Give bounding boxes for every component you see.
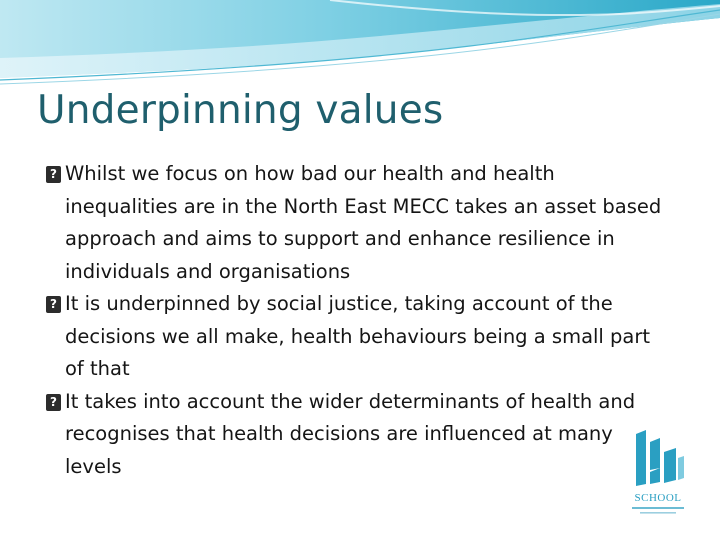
bullet-glyph-icon <box>46 394 61 411</box>
bullet-glyph-icon <box>46 166 61 183</box>
school-logo-mark-icon <box>630 428 686 490</box>
bullet-text: It is underpinned by social justice, taking account of the decisions we all make, health behaviours being a small part of that <box>65 292 651 380</box>
school-logo <box>628 428 688 520</box>
bullet-list <box>44 158 664 483</box>
bullet-item <box>44 386 664 484</box>
bullet-item <box>44 158 664 288</box>
header-wave-decoration <box>0 0 720 90</box>
slide-title: Underpinning values <box>37 88 444 133</box>
bullet-text: It takes into account the wider determinants of health and recognises that health decisions are influenced at many levels <box>65 389 636 478</box>
school-logo-subtext-icon <box>632 506 684 516</box>
school-logo-wordmark: SCHOOL <box>634 492 682 504</box>
bullet-item <box>44 288 664 386</box>
bullet-glyph-icon <box>46 296 61 313</box>
bullet-text: Whilst we focus on how bad our health and health inequalities are in the North East MECC takes an asset based approach and aims to support and enhance resilience in individuals and organisations <box>65 162 662 283</box>
